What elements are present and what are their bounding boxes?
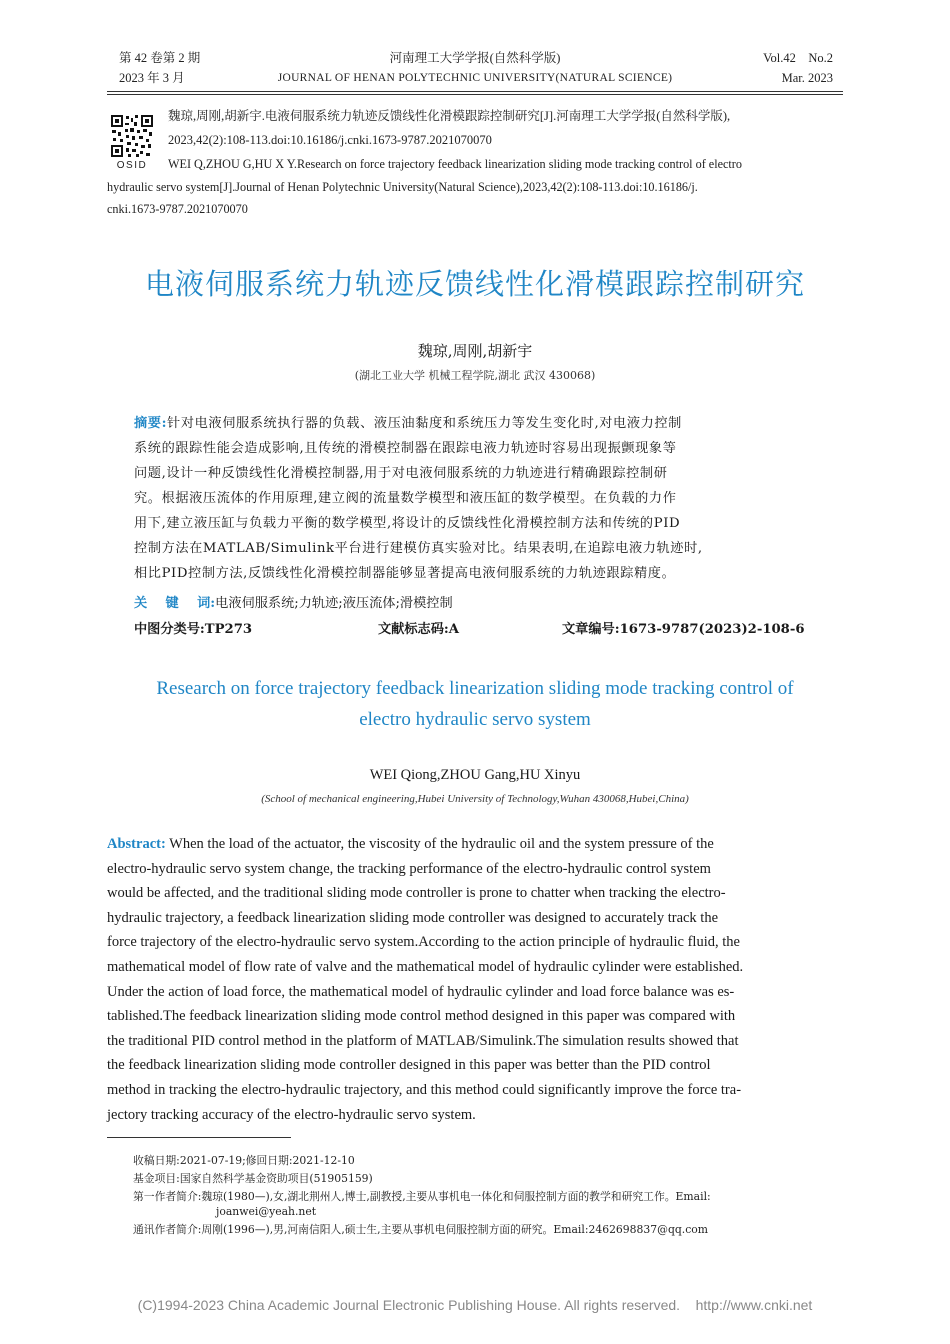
abstract-en-line: force trajectory of the electro-hydraulic servo system.According to the action principle of hydraulic fluid, the [107, 934, 740, 951]
abstract-cn-label: 摘要: [134, 416, 168, 431]
header-journal-en: JOURNAL OF HENAN POLYTECHNIC UNIVERSITY(NATURAL SCIENCE) [277, 72, 673, 84]
footnotes [133, 1153, 845, 1237]
header-date-en: Mar. 2023 [781, 71, 833, 85]
header-journal [225, 50, 725, 86]
header-vol-en [700, 50, 833, 86]
abstract-cn-line: 控制方法在MATLAB/Simulink平台进行建模仿真实验对比。结果表明,在追踪电液力轨迹时, [134, 541, 703, 556]
citation-en-line2: hydraulic servo system[J].Journal of Henan Polytechnic University(Natural Science),2023,42(2):108-113.doi:10.16186/j. [107, 180, 698, 194]
abstract-cn [134, 411, 812, 586]
footnote-first-author-email: joanwei@yeah.net [216, 1205, 317, 1218]
osid-qr-code [110, 114, 154, 158]
citation-cn-line2: 2023,42(2):108-113.doi:10.16186/j.cnki.1673-9787.2021070070 [168, 133, 492, 147]
citation-en-line3: cnki.1673-9787.2021070070 [107, 202, 248, 216]
paper-title-en-line1: Research on force trajectory feedback linearization sliding mode tracking control of [156, 678, 794, 699]
abstract-en-line: method in tracking the electro-hydraulic trajectory, and this method could significantly improve the force tra- [107, 1081, 742, 1098]
abstract-cn-line: 摘要:针对电液伺服系统执行器的负载、液压油黏度和系统压力等发生变化时,对电液力控制 [134, 416, 682, 431]
abstract-cn-line: 究。根据液压流体的作用原理,建立阀的流量数学模型和液压缸的数学模型。在负载的力作 [134, 491, 677, 506]
abstract-en [107, 832, 843, 1127]
abstract-cn-line: 相比PID控制方法,反馈线性化滑模控制器能够显著提高电液伺服系统的力轨迹跟踪精度。 [134, 566, 676, 581]
qr-code-icon [110, 114, 154, 158]
header-rule-bottom [107, 94, 843, 95]
abstract-en-line: the traditional PID control method in the platform of MATLAB/Simulink.The simulation results showed that [107, 1032, 739, 1049]
copyright-footer: (C)1994-2023 China Academic Journal Electronic Publishing House. All rights reserved. http://www.cnki.net [137, 1297, 813, 1313]
paper-title-en [0, 673, 950, 735]
clc-number: 中图分类号:TP273 [134, 622, 253, 637]
footnote-received: 收稿日期:2021-07-19;修回日期:2021-12-10 [133, 1154, 355, 1167]
abstract-cn-line: 问题,设计一种反馈线性化滑模控制器,用于对电液伺服系统的力轨迹进行精确跟踪控制研 [134, 466, 668, 481]
abstract-en-line: electro-hydraulic servo system change, the tracking performance of the electro-hydraulic control system [107, 860, 711, 877]
article-number: 文章编号:1673-9787(2023)2-108-6 [562, 622, 805, 637]
paper-title-cn: 电液伺服系统力轨迹反馈线性化滑模跟踪控制研究 [144, 267, 805, 301]
citation-cn-line1: 魏琼,周刚,胡新宇.电液伺服系统力轨迹反馈线性化滑模跟踪控制研究[J].河南理工大学学报(自然科学版), [168, 109, 731, 123]
affiliation-en: (School of mechanical engineering,Hubei University of Technology,Wuhan 430068,Hubei,China) [261, 793, 689, 805]
abstract-cn-line: 用下,建立液压缸与负载力平衡的数学模型,将设计的反馈线性化滑模控制方法和传统的PID [134, 516, 681, 531]
abstract-en-label: Abstract: [107, 836, 166, 852]
abstract-cn-line: 系统的跟踪性能会造成影响,且传统的滑模控制器在跟踪电液力轨迹时容易出现振颤现象等 [134, 441, 677, 456]
abstract-en-line: hydraulic trajectory, a feedback linearization sliding mode controller was designed to accurately track the [107, 909, 719, 926]
keywords-cn-label: 关 键 词: [134, 596, 216, 611]
document-code: 文献标志码:A [378, 622, 460, 637]
authors-cn: 魏琼,周刚,胡新宇 [417, 342, 533, 360]
footnote-fund: 基金项目:国家自然科学基金资助项目(51905159) [133, 1172, 373, 1185]
abstract-en-line: tablished.The feedback linearization sliding mode control method designed in this paper was compared with [107, 1008, 736, 1025]
footnote-rule [107, 1137, 291, 1138]
affiliation-cn: (湖北工业大学 机械工程学院,湖北 武汉 430068) [354, 369, 596, 382]
footnote-corresponding: 通讯作者简介:周刚(1996—),男,河南信阳人,硕士生,主要从事机电伺服控制方面的研究。Email:2462698837@qq.com [133, 1223, 708, 1236]
header-date: 2023 年 3 月 [119, 71, 185, 85]
osid-label: OSID [116, 160, 148, 171]
abstract-en-line: the feedback linearization sliding mode controller designed in this paper was better than the PID control [107, 1057, 711, 1074]
abstract-en-line: Under the action of load force, the mathematical model of hydraulic cylinder and load force balance was es- [107, 983, 735, 1000]
header-volume-en: Vol.42 No.2 [763, 51, 833, 65]
citation-en-line1: WEI Q,ZHOU G,HU X Y.Research on force trajectory feedback linearization sliding mode tracking control of electro [168, 157, 742, 171]
keywords-cn [134, 594, 812, 614]
header-rule-top [107, 91, 843, 92]
keywords-cn-text: 电液伺服系统;力轨迹;液压流体;滑模控制 [215, 596, 453, 611]
abstract-en-line: mathematical model of flow rate of valve and the mathematical model of hydraulic cylinder were established. [107, 958, 744, 975]
authors-en: WEI Qiong,ZHOU Gang,HU Xinyu [369, 767, 581, 783]
paper-title-en-line2: electro hydraulic servo system [359, 709, 591, 730]
abstract-en-line: would be affected, and the traditional sliding mode controller is prone to chatter when tracking the electro- [107, 885, 726, 902]
abstract-en-line: Abstract: When the load of the actuator, the viscosity of the hydraulic oil and the system pressure of the [107, 836, 714, 852]
abstract-en-line: jectory tracking accuracy of the electro-hydraulic servo system. [107, 1106, 476, 1123]
header-volume: 第 42 卷第 2 期 [119, 51, 201, 65]
footnote-first-author: 第一作者简介:魏琼(1980—),女,湖北荆州人,博士,副教授,主要从事机电一体化和伺服控制方面的教学和研究工作。Email: [133, 1190, 711, 1203]
header-journal-cn: 河南理工大学学报(自然科学版) [389, 51, 561, 65]
